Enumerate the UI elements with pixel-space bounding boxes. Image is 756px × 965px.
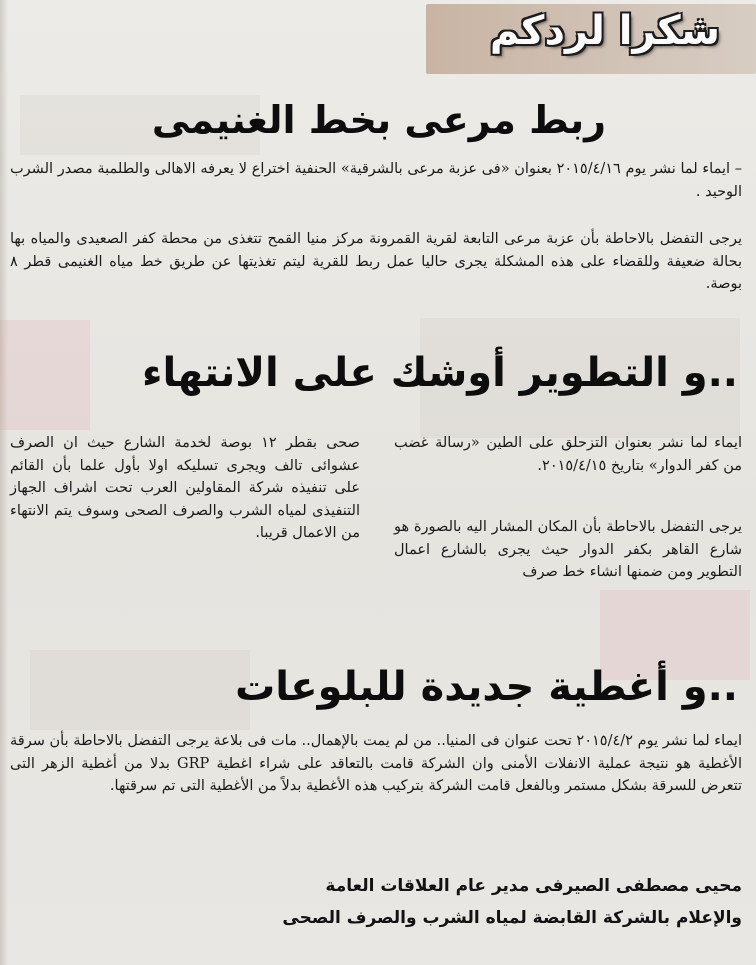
article1-headline: ربط مرعى بخط الغنيمى [151, 98, 606, 142]
article2-right-col-paragraph: يرجى التفضل بالاحاطة بأن المكان المشار اليه بالصورة هو شارع القاهر بكفر الدوار حيث يجرى بالشارع اعمال التطوير ومن ضمنها انشاء خط صرف [394, 519, 742, 580]
article2-right-col-paragraph: ايماء لما نشر بعنوان التزحلق على الطين «رسالة غضب من كفر الدوار» بتاريخ ٢٠١٥/٤/١٥. [394, 435, 742, 474]
article3-headline: ..و أغطية جديدة للبلوعات [235, 664, 738, 710]
signature-line: محيى مصطفى الصيرفى مدير عام العلاقات العامة [325, 876, 742, 896]
bleed-through-block [30, 650, 250, 730]
signature-line: والإعلام بالشركة القابضة لمياه الشرب والصرف الصحى [282, 908, 742, 928]
article2-left-col-paragraph: صحى بقطر ١٢ بوصة لخدمة الشارع حيث ان الصرف عشوائى تالف ويجرى تسليكه اولا بأول علما بأن القائم على تنفيذه شركة المقاولين العرب تحت اشراف الجهاز التنفيذى لمياه الشرب والصرف الصحى وسوف يتم الانتهاء من الاعمال قريبا. [10, 435, 360, 541]
bleed-through-block [0, 320, 90, 430]
article3-paragraph: ايماء لما نشر يوم ٢٠١٥/٤/٢ تحت عنوان فى المنيا.. من لم يمت بالإهمال.. مات فى بلاعة يرجى التفضل بالاحاطة بأن سرقة الأغطية هو نتيجة عملية الانفلات الأمنى وان الشركة قامت بالتعاقد على شراء اغطية GRP بدلا من أغطية الزهر التى تتعرض للسرقة بشكل مستمر وبالفعل قامت الشركة بتركيب هذه الأغطية بدلاً من الأغطية التى تم سرقتها. [10, 733, 742, 794]
signature [282, 870, 742, 934]
article1-paragraph: يرجى التفضل بالاحاطة بأن عزبة مرعى التابعة لقرية القمرونة مركز منيا القمح تتغذى من محطة كفر الصعيدى والمياه بها بحالة ضعيفة وللقضاء على هذه المشكلة يجرى حاليا عمل ربط للقرية ليتم تغذيتها عن طريق خط مياه الغنيمى قطر ٨ بوصة. [10, 231, 742, 292]
page-edge-shadow [0, 0, 8, 965]
section-banner-title: شكرا لردكم [489, 8, 720, 54]
section-banner [426, 4, 756, 74]
article2-headline: ..و التطوير أوشك على الانتهاء [142, 350, 738, 396]
article1-paragraph: – ايماء لما نشر يوم ٢٠١٥/٤/١٦ بعنوان «فى عزبة مرعى بالشرقية» الحنفية اختراع لا يعرفه الاهالى والطلمبة مصدر الشرب الوحيد . [10, 161, 742, 200]
